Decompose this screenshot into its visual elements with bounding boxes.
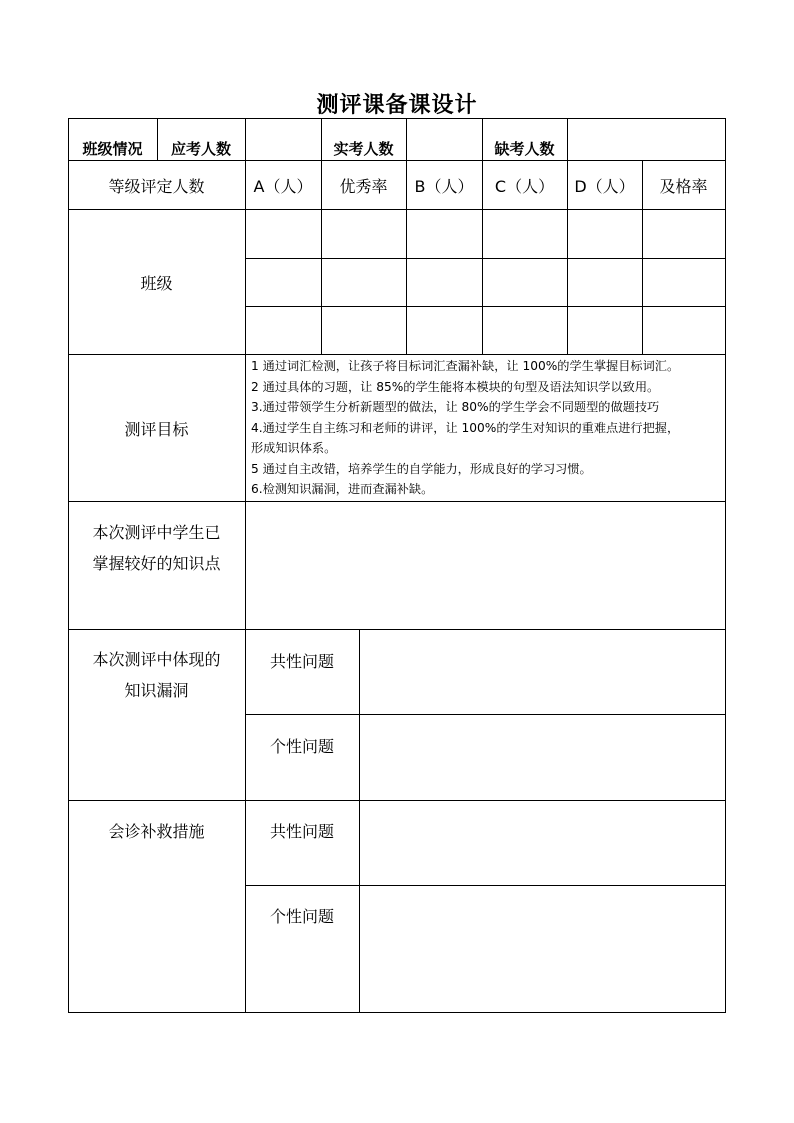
gaps-label [68, 644, 245, 714]
class-info-label: 班级情况 [82, 139, 143, 158]
grade-c-header: C（人） [494, 176, 555, 196]
grade-d-header: D（人） [574, 176, 635, 196]
goals-list [251, 356, 725, 500]
goal-item: 5 通过自主改错，培养学生的自学能力，形成良好的学习习惯。 [251, 461, 592, 476]
goal-item: 4.通过学生自主练习和老师的讲评，让 100%的学生对知识的重难点进行把握， [251, 420, 680, 435]
expected-count-label: 应考人数 [170, 139, 231, 158]
remedy-individual-issue-label: 个性问题 [269, 906, 334, 926]
excellent-rate-header: 优秀率 [339, 176, 388, 196]
gaps-label-line: 本次测评中体现的 [92, 650, 221, 669]
goal-item: 2 通过具体的习题，让 85%的学生能将本模块的句型及语法知识学以致用。 [251, 379, 660, 394]
mastered-label-line: 本次测评中学生已 [92, 523, 221, 542]
actual-count-value[interactable] [406, 119, 482, 160]
mastered-label [68, 517, 245, 617]
actual-count-label: 实考人数 [333, 139, 394, 158]
remedy-individual-issue-content[interactable] [360, 886, 725, 1012]
pass-rate-header: 及格率 [659, 176, 708, 196]
absent-count-value[interactable] [567, 119, 725, 160]
expected-count-value[interactable] [245, 119, 321, 160]
mastered-label-line: 掌握较好的知识点 [92, 554, 221, 573]
absent-count-label: 缺考人数 [494, 139, 555, 158]
grade-b-header: B（人） [414, 176, 474, 196]
goals-label: 测评目标 [124, 419, 189, 439]
gaps-individual-issue-label: 个性问题 [269, 736, 334, 756]
goal-item: 1 通过词汇检测，让孩子将目标词汇查漏补缺，让 100%的学生掌握目标词汇。 [251, 359, 680, 373]
remedy-label: 会诊补救措施 [108, 821, 205, 841]
gaps-common-issue-content[interactable] [360, 630, 725, 714]
goal-item: 6.检测知识漏洞，进而查漏补缺。 [251, 482, 434, 496]
page-title: 测评课备课设计 [316, 92, 478, 118]
remedy-common-issue-label: 共性问题 [269, 821, 334, 841]
remedy-common-issue-content[interactable] [360, 801, 725, 885]
goal-item: 3.通过带领学生分析新题型的做法，让 80%的学生学会不同题型的做题技巧 [251, 400, 660, 414]
class-label: 班级 [140, 273, 173, 293]
goal-item: 形成知识体系。 [251, 441, 337, 455]
grade-count-label: 等级评定人数 [108, 176, 205, 196]
mastered-content[interactable] [246, 502, 725, 629]
gaps-individual-issue-content[interactable] [360, 715, 725, 800]
grade-a-header: A（人） [253, 176, 313, 196]
gaps-label-line: 知识漏洞 [124, 681, 189, 700]
gaps-common-issue-label: 共性问题 [269, 651, 334, 671]
